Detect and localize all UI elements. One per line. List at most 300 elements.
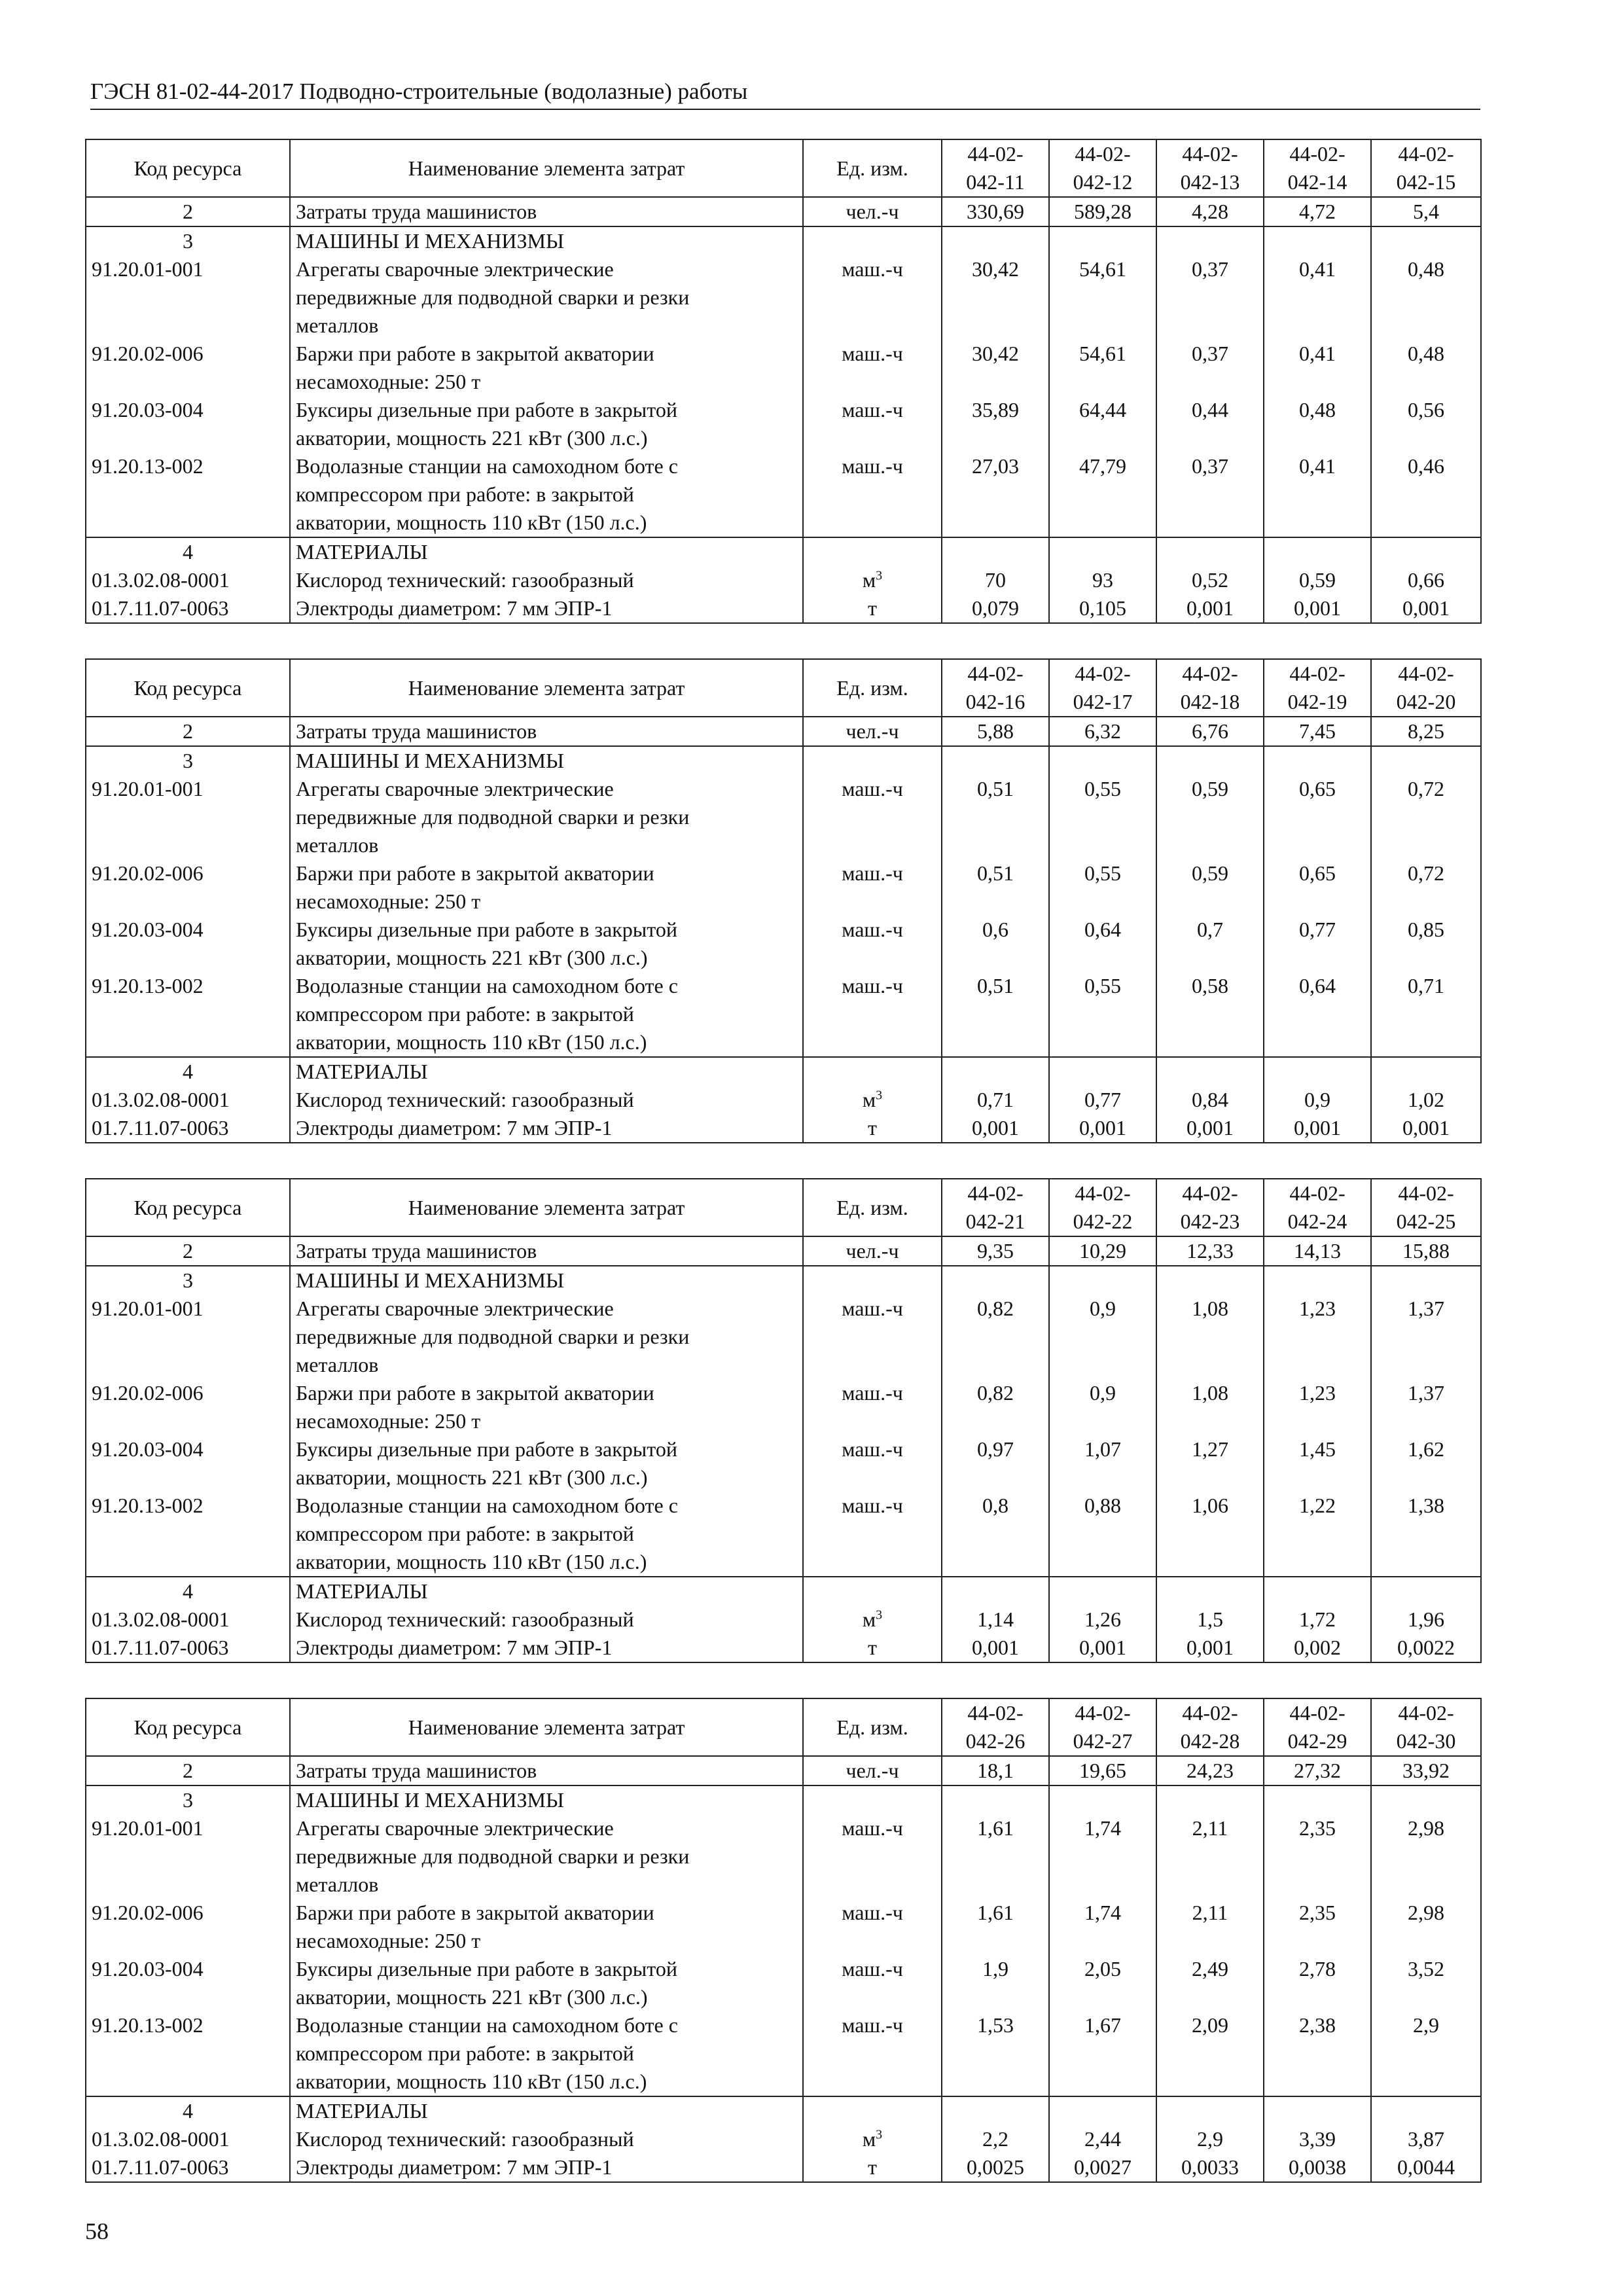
norm-code-line: 44-02- (1398, 1701, 1454, 1725)
header-norm-code (1371, 139, 1481, 197)
resource-row (86, 566, 1481, 594)
cost-element-name-line: несамоходные: 250 т (296, 370, 481, 393)
empty-cell (1049, 226, 1156, 255)
unit-cell (803, 2125, 942, 2153)
unit-text: маш.-ч (842, 1816, 903, 1840)
unit-text: маш.-ч (842, 342, 903, 365)
header-norm-code (1049, 659, 1156, 717)
unit-cell (803, 775, 942, 859)
value-cell: 0,37 (1156, 340, 1264, 396)
value-cell: 0,48 (1371, 255, 1481, 340)
value-cell: 0,9 (1264, 1086, 1371, 1114)
value-cell: 1,27 (1156, 1435, 1264, 1492)
cost-element-name (290, 594, 803, 623)
value-cell: 0,55 (1049, 775, 1156, 859)
cost-element-name (290, 396, 803, 452)
value-cell: 1,14 (942, 1605, 1049, 1634)
header-norm-code (942, 1179, 1049, 1236)
norm-code-line: 44-02- (1182, 662, 1238, 685)
empty-cell (1371, 746, 1481, 775)
value-cell: 0,59 (1264, 566, 1371, 594)
unit-text: маш.-ч (842, 257, 903, 281)
value-cell: 0,88 (1049, 1492, 1156, 1577)
value-cell: 1,9 (942, 1955, 1049, 2011)
value-cell: 2,11 (1156, 1899, 1264, 1955)
resource-row (86, 1379, 1481, 1435)
unit-text: маш.-ч (842, 1901, 903, 1924)
value-cell: 64,44 (1049, 396, 1156, 452)
section-title: МАТЕРИАЛЫ (290, 1577, 803, 1605)
section-number: 2 (86, 1236, 290, 1266)
resource-row (86, 1114, 1481, 1143)
value-cell: 0,9 (1049, 1295, 1156, 1379)
resource-code: 91.20.01-001 (86, 1295, 290, 1379)
value-cell: 7,45 (1264, 717, 1371, 746)
value-cell: 54,61 (1049, 340, 1156, 396)
value-cell: 4,72 (1264, 197, 1371, 226)
value-cell: 6,32 (1049, 717, 1156, 746)
value-cell: 0,0044 (1371, 2153, 1481, 2182)
value-cell: 1,02 (1371, 1086, 1481, 1114)
empty-cell (1049, 537, 1156, 566)
value-cell: 10,29 (1049, 1236, 1156, 1266)
section-number: 2 (86, 1756, 290, 1785)
norm-code-line: 44-02- (1398, 1181, 1454, 1205)
cost-element-name-line: несамоходные: 250 т (296, 1929, 481, 1952)
labor-row (86, 717, 1481, 746)
unit-cell (803, 916, 942, 972)
value-cell: 1,08 (1156, 1295, 1264, 1379)
value-cell: 30,42 (942, 255, 1049, 340)
resource-row (86, 859, 1481, 916)
cost-element-name (290, 1435, 803, 1492)
norm-table-2 (85, 658, 1482, 1143)
norm-code-line: 042-26 (965, 1729, 1026, 1753)
unit-text: м (862, 1088, 876, 1111)
unit-cell: чел.-ч (803, 1756, 942, 1785)
norm-code-line: 042-23 (1180, 1210, 1240, 1233)
norm-code-line: 44-02- (1289, 662, 1346, 685)
resource-code: 91.20.03-004 (86, 396, 290, 452)
value-cell: 2,11 (1156, 1814, 1264, 1899)
value-cell: 19,65 (1049, 1756, 1156, 1785)
value-cell: 1,5 (1156, 1605, 1264, 1634)
value-cell: 5,4 (1371, 197, 1481, 226)
section-title: МАШИНЫ И МЕХАНИЗМЫ (290, 1266, 803, 1295)
section-heading-row (86, 226, 1481, 255)
table-header-row (86, 1698, 1481, 1756)
cost-element-name: Затраты труда машинистов (290, 1236, 803, 1266)
unit-text: м (862, 568, 876, 592)
labor-row (86, 1756, 1481, 1785)
norm-code-line: 042-11 (966, 170, 1025, 194)
header-cost-element-name: Наименование элемента затрат (290, 659, 803, 717)
empty-cell (1156, 537, 1264, 566)
value-cell: 0,51 (942, 859, 1049, 916)
value-cell: 0,64 (1264, 972, 1371, 1057)
norm-code-line: 44-02- (1289, 142, 1346, 166)
section-number: 2 (86, 197, 290, 226)
cost-element-name (290, 1114, 803, 1143)
empty-cell (942, 537, 1049, 566)
unit-cell (803, 1492, 942, 1577)
norm-code-line: 44-02- (1398, 142, 1454, 166)
cost-element-name-line: Водолазные станции на самоходном боте с (296, 2013, 678, 2037)
cost-element-name-line: передвижные для подводной сварки и резки (296, 285, 690, 309)
header-norm-code (1156, 1698, 1264, 1756)
resource-row (86, 2153, 1481, 2182)
empty-cell (1264, 746, 1371, 775)
value-cell: 0,105 (1049, 594, 1156, 623)
cost-element-name-line: передвижные для подводной сварки и резки (296, 1844, 690, 1868)
cost-element-name-line: компрессором при работе: в закрытой (296, 1002, 634, 1026)
value-cell: 1,23 (1264, 1379, 1371, 1435)
norm-code-line: 042-29 (1287, 1729, 1347, 1753)
resource-code: 91.20.03-004 (86, 1955, 290, 2011)
value-cell: 0,001 (1371, 594, 1481, 623)
empty-cell (1371, 1266, 1481, 1295)
value-cell: 0,0027 (1049, 2153, 1156, 2182)
value-cell: 0,51 (942, 972, 1049, 1057)
value-cell: 1,61 (942, 1814, 1049, 1899)
empty-cell (803, 1057, 942, 1086)
header-resource-code: Код ресурса (86, 1179, 290, 1236)
unit-superscript: 3 (876, 1088, 883, 1103)
unit-text: маш.-ч (842, 1437, 903, 1461)
header-norm-code (1156, 659, 1264, 717)
value-cell: 3,39 (1264, 2125, 1371, 2153)
unit-cell (803, 1435, 942, 1492)
cost-element-name (290, 1899, 803, 1955)
cost-element-name-line: Буксиры дизельные при работе в закрытой (296, 1957, 677, 1981)
empty-cell (942, 1577, 1049, 1605)
unit-text: маш.-ч (842, 861, 903, 885)
value-cell: 0,001 (942, 1634, 1049, 1662)
section-heading-row (86, 537, 1481, 566)
section-heading-row (86, 746, 1481, 775)
value-cell: 2,98 (1371, 1899, 1481, 1955)
norm-code-line: 042-12 (1073, 170, 1133, 194)
header-norm-code (1264, 1698, 1371, 1756)
resource-code: 91.20.13-002 (86, 972, 290, 1057)
value-cell: 0,48 (1371, 340, 1481, 396)
value-cell: 1,45 (1264, 1435, 1371, 1492)
empty-cell (942, 1266, 1049, 1295)
section-heading-row (86, 1266, 1481, 1295)
empty-cell (1049, 2096, 1156, 2125)
cost-element-name: Затраты труда машинистов (290, 717, 803, 746)
value-cell: 589,28 (1049, 197, 1156, 226)
cost-element-name (290, 972, 803, 1057)
value-cell: 93 (1049, 566, 1156, 594)
empty-cell (1156, 1577, 1264, 1605)
unit-text: маш.-ч (842, 918, 903, 941)
resource-code: 01.7.11.07-0063 (86, 594, 290, 623)
resource-row (86, 340, 1481, 396)
empty-cell (1156, 2096, 1264, 2125)
cost-element-name-line: Буксиры дизельные при работе в закрытой (296, 398, 677, 422)
value-cell: 47,79 (1049, 452, 1156, 537)
cost-element-name (290, 1492, 803, 1577)
header-norm-code (1264, 1179, 1371, 1236)
empty-cell (1049, 1057, 1156, 1086)
cost-element-name-line: акватории, мощность 221 кВт (300 л.с.) (296, 946, 648, 969)
section-heading-row (86, 1577, 1481, 1605)
value-cell: 0,72 (1371, 859, 1481, 916)
value-cell: 2,98 (1371, 1814, 1481, 1899)
norm-code-line: 44-02- (967, 662, 1024, 685)
cost-element-name-line: Электроды диаметром: 7 мм ЭПР-1 (296, 596, 613, 620)
cost-element-name-line: акватории, мощность 221 кВт (300 л.с.) (296, 1985, 648, 2009)
value-cell: 27,32 (1264, 1756, 1371, 1785)
value-cell: 2,35 (1264, 1899, 1371, 1955)
value-cell: 0,65 (1264, 859, 1371, 916)
value-cell: 0,41 (1264, 452, 1371, 537)
norm-code-line: 042-16 (965, 690, 1026, 713)
norm-code-line: 44-02- (1182, 1181, 1238, 1205)
section-title: МАШИНЫ И МЕХАНИЗМЫ (290, 746, 803, 775)
empty-cell (803, 537, 942, 566)
value-cell: 0,0033 (1156, 2153, 1264, 2182)
value-cell: 1,38 (1371, 1492, 1481, 1577)
section-heading-row (86, 1057, 1481, 1086)
resource-code: 91.20.01-001 (86, 255, 290, 340)
cost-element-name-line: Буксиры дизельные при работе в закрытой (296, 1437, 677, 1461)
empty-cell (1371, 226, 1481, 255)
cost-element-name-line: Баржи при работе в закрытой акватории (296, 342, 654, 365)
cost-element-name-line: акватории, мощность 221 кВт (300 л.с.) (296, 426, 648, 450)
cost-element-name-line: акватории, мощность 110 кВт (150 л.с.) (296, 2070, 647, 2093)
value-cell: 0,6 (942, 916, 1049, 972)
cost-element-name-line: Агрегаты сварочные электрические (296, 1297, 614, 1320)
resource-row (86, 452, 1481, 537)
cost-element-name (290, 255, 803, 340)
cost-element-name-line: Водолазные станции на самоходном боте с (296, 1494, 678, 1517)
empty-cell (803, 1577, 942, 1605)
resource-code: 91.20.03-004 (86, 916, 290, 972)
value-cell: 0,0038 (1264, 2153, 1371, 2182)
empty-cell (942, 1057, 1049, 1086)
value-cell: 0,65 (1264, 775, 1371, 859)
value-cell: 2,2 (942, 2125, 1049, 2153)
empty-cell (942, 746, 1049, 775)
cost-element-name-line: Электроды диаметром: 7 мм ЭПР-1 (296, 2155, 613, 2179)
value-cell: 330,69 (942, 197, 1049, 226)
norm-code-line: 44-02- (967, 1181, 1024, 1205)
empty-cell (1371, 1577, 1481, 1605)
empty-cell (1371, 537, 1481, 566)
cost-element-name (290, 2153, 803, 2182)
cost-element-name (290, 1634, 803, 1662)
norm-code-line: 44-02- (1075, 1701, 1131, 1725)
cost-element-name-line: Электроды диаметром: 7 мм ЭПР-1 (296, 1636, 613, 1659)
empty-cell (942, 1785, 1049, 1814)
cost-element-name (290, 452, 803, 537)
empty-cell (1264, 1057, 1371, 1086)
unit-cell (803, 255, 942, 340)
unit-cell (803, 1955, 942, 2011)
cost-element-name-line: Электроды диаметром: 7 мм ЭПР-1 (296, 1116, 613, 1139)
cost-element-name-line: Буксиры дизельные при работе в закрытой (296, 918, 677, 941)
norm-code-line: 042-24 (1287, 1210, 1347, 1233)
resource-row (86, 396, 1481, 452)
empty-cell (1049, 1785, 1156, 1814)
unit-cell (803, 1899, 942, 1955)
cost-element-name-line: Кислород технический: газообразный (296, 1607, 634, 1631)
empty-cell (1264, 2096, 1371, 2125)
unit-cell (803, 2153, 942, 2182)
cost-element-name (290, 1086, 803, 1114)
empty-cell (942, 226, 1049, 255)
unit-cell (803, 1114, 942, 1143)
section-title: МАШИНЫ И МЕХАНИЗМЫ (290, 226, 803, 255)
empty-cell (803, 746, 942, 775)
value-cell: 1,08 (1156, 1379, 1264, 1435)
cost-element-name: Затраты труда машинистов (290, 1756, 803, 1785)
value-cell: 0,001 (1264, 594, 1371, 623)
norm-code-line: 44-02- (1289, 1181, 1346, 1205)
value-cell: 0,001 (1371, 1114, 1481, 1143)
header-norm-code (1156, 1179, 1264, 1236)
unit-cell (803, 1634, 942, 1662)
unit-cell (803, 859, 942, 916)
header-norm-code (1371, 1698, 1481, 1756)
empty-cell (1049, 746, 1156, 775)
cost-element-name-line: Баржи при работе в закрытой акватории (296, 1901, 654, 1924)
resource-row (86, 775, 1481, 859)
unit-text: т (868, 2155, 877, 2179)
unit-text: м (862, 1607, 876, 1631)
resource-code: 01.3.02.08-0001 (86, 2125, 290, 2153)
cost-element-name (290, 2125, 803, 2153)
unit-cell (803, 972, 942, 1057)
unit-cell (803, 340, 942, 396)
resource-row (86, 255, 1481, 340)
header-cost-element-name: Наименование элемента затрат (290, 1698, 803, 1756)
value-cell: 0,001 (1049, 1634, 1156, 1662)
cost-element-name-line: передвижные для подводной сварки и резки (296, 805, 690, 829)
empty-cell (1264, 1577, 1371, 1605)
section-number: 3 (86, 1266, 290, 1295)
cost-element-name (290, 916, 803, 972)
empty-cell (1156, 226, 1264, 255)
section-title: МАТЕРИАЛЫ (290, 1057, 803, 1086)
value-cell: 1,37 (1371, 1295, 1481, 1379)
value-cell: 14,13 (1264, 1236, 1371, 1266)
value-cell: 3,52 (1371, 1955, 1481, 2011)
empty-cell (1049, 1577, 1156, 1605)
cost-element-name-line: компрессором при работе: в закрытой (296, 2041, 634, 2065)
cost-element-name (290, 1605, 803, 1634)
value-cell: 2,35 (1264, 1814, 1371, 1899)
resource-code: 91.20.13-002 (86, 1492, 290, 1577)
resource-row (86, 1899, 1481, 1955)
unit-text: маш.-ч (842, 454, 903, 478)
value-cell: 9,35 (942, 1236, 1049, 1266)
cost-element-name-line: Кислород технический: газообразный (296, 2127, 634, 2151)
unit-text: т (868, 1116, 877, 1139)
header-norm-code (942, 659, 1049, 717)
value-cell: 0,84 (1156, 1086, 1264, 1114)
value-cell: 5,88 (942, 717, 1049, 746)
value-cell: 4,28 (1156, 197, 1264, 226)
empty-cell (1156, 1266, 1264, 1295)
cost-element-name (290, 340, 803, 396)
page-header (90, 77, 1480, 110)
norm-code-line: 042-18 (1180, 690, 1240, 713)
value-cell: 0,77 (1049, 1086, 1156, 1114)
norm-code-line: 042-13 (1180, 170, 1240, 194)
unit-cell (803, 1605, 942, 1634)
value-cell: 0,0025 (942, 2153, 1049, 2182)
resource-code: 01.3.02.08-0001 (86, 566, 290, 594)
resource-code: 01.3.02.08-0001 (86, 1086, 290, 1114)
unit-superscript: 3 (876, 568, 883, 583)
section-number: 2 (86, 717, 290, 746)
unit-superscript: 3 (876, 1607, 883, 1623)
empty-cell (1371, 1057, 1481, 1086)
value-cell: 0,001 (1049, 1114, 1156, 1143)
norm-code-line: 042-25 (1396, 1210, 1456, 1233)
value-cell: 0,001 (942, 1114, 1049, 1143)
header-norm-code (1264, 659, 1371, 717)
value-cell: 2,78 (1264, 1955, 1371, 2011)
value-cell: 27,03 (942, 452, 1049, 537)
value-cell: 0,001 (1156, 1114, 1264, 1143)
unit-cell: чел.-ч (803, 717, 942, 746)
unit-text: маш.-ч (842, 1381, 903, 1405)
value-cell: 0,56 (1371, 396, 1481, 452)
value-cell: 0,77 (1264, 916, 1371, 972)
cost-element-name-line: компрессором при работе: в закрытой (296, 482, 634, 506)
unit-cell: чел.-ч (803, 1236, 942, 1266)
value-cell: 0,46 (1371, 452, 1481, 537)
value-cell: 70 (942, 566, 1049, 594)
header-norm-code (1371, 1179, 1481, 1236)
cost-element-name-line: Кислород технический: газообразный (296, 568, 634, 592)
value-cell: 1,23 (1264, 1295, 1371, 1379)
resource-row (86, 1492, 1481, 1577)
value-cell: 0,079 (942, 594, 1049, 623)
value-cell: 0,64 (1049, 916, 1156, 972)
norm-code-line: 042-28 (1180, 1729, 1240, 1753)
norm-code-line: 042-27 (1073, 1729, 1133, 1753)
value-cell: 2,9 (1156, 2125, 1264, 2153)
cost-element-name (290, 566, 803, 594)
value-cell: 1,22 (1264, 1492, 1371, 1577)
unit-text: м (862, 2127, 876, 2151)
resource-code: 91.20.02-006 (86, 859, 290, 916)
resource-code: 01.7.11.07-0063 (86, 1114, 290, 1143)
unit-cell (803, 452, 942, 537)
unit-text: маш.-ч (842, 1957, 903, 1981)
unit-cell (803, 2011, 942, 2096)
value-cell: 1,07 (1049, 1435, 1156, 1492)
header-resource-code: Код ресурса (86, 139, 290, 197)
section-number: 4 (86, 1057, 290, 1086)
value-cell: 8,25 (1371, 717, 1481, 746)
value-cell: 1,53 (942, 2011, 1049, 2096)
cost-element-name (290, 1814, 803, 1899)
section-heading-row (86, 1785, 1481, 1814)
unit-cell (803, 566, 942, 594)
value-cell: 0,71 (942, 1086, 1049, 1114)
section-number: 3 (86, 226, 290, 255)
header-cost-element-name: Наименование элемента затрат (290, 1179, 803, 1236)
header-norm-code (1049, 139, 1156, 197)
empty-cell (942, 2096, 1049, 2125)
norm-code-line: 042-20 (1396, 690, 1456, 713)
